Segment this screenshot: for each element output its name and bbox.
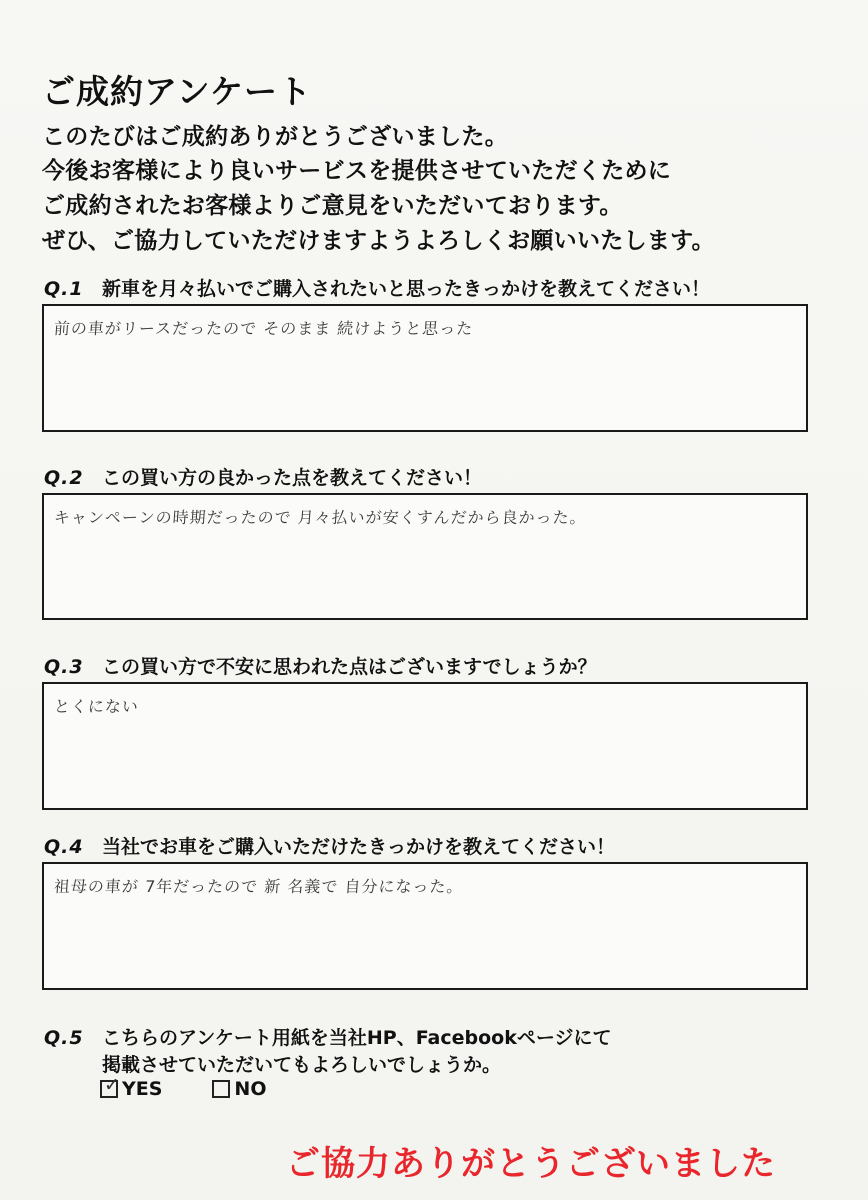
question-1-number: Q.1 [44,278,84,300]
question-1-text: 新車を月々払いでご購入されたいと思ったきっかけを教えてください！ [102,278,711,300]
answer-3-text: とくにない [53,697,140,716]
question-3-number: Q.3 [44,656,84,678]
answer-1-text: 前の車がリースだったので そのまま 続けようと思った [53,319,474,338]
no-label: NO [234,1078,267,1100]
answer-box-2[interactable] [42,493,808,620]
intro-line-2: 今後お客様により良いサービスを提供させていただくために [42,158,672,184]
consent-options [100,1074,267,1100]
answer-box-4[interactable] [42,862,808,990]
question-5 [44,1023,612,1050]
question-4 [44,832,615,859]
question-2-text: この買い方の良かった点を教えてください！ [102,467,483,489]
survey-title: ご成約アンケート [42,72,313,111]
check-mark-icon: ✓ [104,1074,120,1096]
answer-4-text: 祖母の車が 7年だったので 新 名義で 自分になった。 [53,877,465,896]
yes-checkbox[interactable] [100,1074,120,1098]
answer-box-1[interactable] [42,304,808,432]
question-5-line-2: 掲載させていただいてもよろしいでしょうか。 [102,1054,502,1076]
intro-line-4: ぜひ、ご協力していただけますようよろしくお願いいたします。 [42,228,715,254]
yes-option[interactable] [100,1074,163,1100]
yes-label: YES [122,1078,163,1100]
question-3 [44,652,597,679]
no-checkbox[interactable] [212,1080,230,1098]
question-5-number: Q.5 [44,1027,84,1049]
question-5-line-1: こちらのアンケート用紙を当社HP、Facebookページにて [102,1027,612,1049]
thank-you-message: ご協力ありがとうございました [286,1144,776,1184]
intro-line-1: このたびはご成約ありがとうございました。 [42,124,508,150]
question-2 [44,463,482,490]
answer-box-3[interactable] [42,682,808,810]
answer-2-text: キャンペーンの時期だったので 月々払いが安くすんだから良かった。 [53,508,588,527]
no-option[interactable] [212,1078,266,1100]
question-4-number: Q.4 [44,836,84,858]
question-4-text: 当社でお車をご購入いただけたきっかけを教えてください！ [102,836,616,858]
intro-line-3: ご成約されたお客様よりご意見をいただいております。 [42,193,623,219]
question-3-text: この買い方で不安に思われた点はございますでしょうか？ [102,656,597,678]
question-2-number: Q.2 [44,467,84,489]
question-1 [44,274,710,301]
